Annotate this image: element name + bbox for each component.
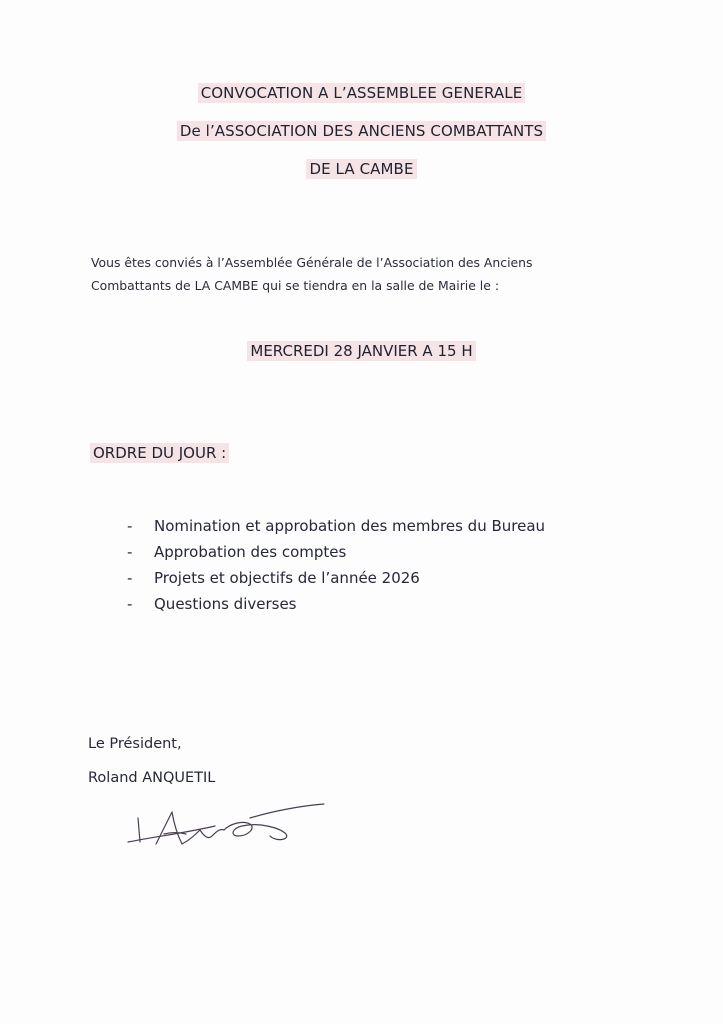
agenda-item-text: Nomination et approbation des membres du Bureau [154,517,546,535]
agenda-heading [90,442,229,464]
agenda-item-text: Projets et objectifs de l’année 2026 [154,569,420,587]
agenda-heading-text: ORDRE DU JOUR : [90,443,229,463]
document-title-line-3 [0,158,723,180]
list-dash: - [127,595,133,613]
title-line-3-text: DE LA CAMBE [306,159,416,179]
agenda-item [127,565,545,591]
document-title-line-1 [0,82,723,104]
list-dash: - [127,543,133,561]
intro-paragraph: Vous êtes conviés à l’Assemblée Générale de l’Association des Anciens Combattants de LA CAMBE qui se tiendra en la salle de Mairie le : [91,255,533,293]
signatory-role: Le Président, [88,736,182,752]
agenda-item [127,591,545,617]
agenda-item [127,513,545,539]
title-line-1-text: CONVOCATION A L’ASSEMBLEE GENERALE [198,83,526,103]
list-dash: - [127,517,133,535]
handwritten-signature [120,796,330,858]
meeting-date [0,340,723,362]
document-title-line-2 [0,120,723,142]
agenda-item [127,539,545,565]
agenda-list [127,513,545,617]
title-line-2-text: De l’ASSOCIATION DES ANCIENS COMBATTANTS [177,121,546,141]
signatory-name: Roland ANQUETIL [88,770,216,786]
agenda-item-text: Approbation des comptes [154,543,347,561]
list-dash: - [127,569,133,587]
agenda-item-text: Questions diverses [154,595,297,613]
meeting-date-text: MERCREDI 28 JANVIER A 15 H [247,341,475,361]
